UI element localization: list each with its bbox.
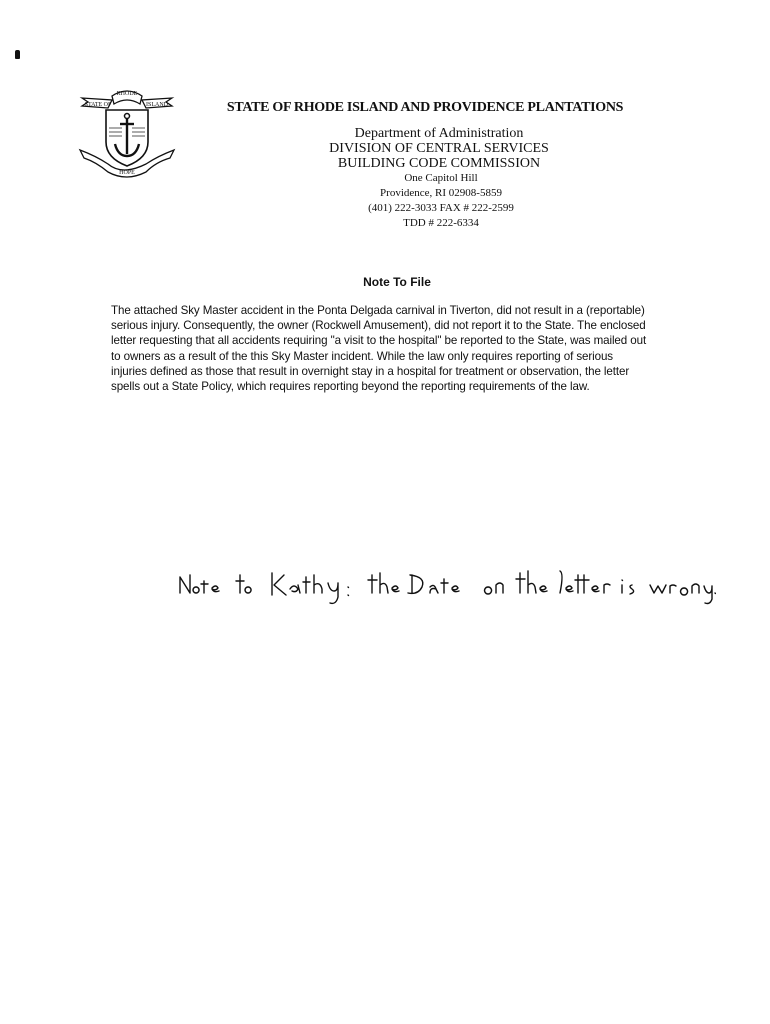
state-name: STATE OF RHODE ISLAND AND PROVIDENCE PLANTATIONS xyxy=(226,100,624,115)
seal-text-bottom: HOPE xyxy=(119,170,135,176)
seal-text-left: STATE OF xyxy=(84,102,112,108)
phone-fax: (401) 222-3033 FAX # 222-2599 xyxy=(368,202,514,214)
commission-name: BUILDING CODE COMMISSION xyxy=(337,156,541,171)
seal-text-top: RHODE xyxy=(116,91,138,97)
scan-speck xyxy=(15,50,20,59)
division-name: DIVISION OF CENTRAL SERVICES xyxy=(329,141,549,156)
department-name: Department of Administration xyxy=(354,126,524,141)
address-line-2: Providence, RI 02908-5859 xyxy=(380,187,502,199)
address-line-1: One Capitol Hill xyxy=(404,172,478,184)
tdd-number: TDD # 222-6334 xyxy=(403,217,479,229)
letterhead xyxy=(160,100,650,231)
note-body: The attached Sky Master accident in the Ponta Delgada carnival in Tiverton, did not result in a (reportable) serious injury. Consequently, the owner (Rockwell Amusement), did not report it to the State. The enclosed letter requesting that all accidents requiring "a visit to the hospital" be reported to the State, was mailed out to owners as a result of the this Sky Master incident. While the law only requires reporting of serious injuries defined as those that result in overnight stay in a hospital for treatment or observation, the letter spells out a State Policy, which requires reporting beyond the reporting requirements of the law. xyxy=(111,304,647,394)
seal-text-right: ISLAND xyxy=(146,102,168,108)
handwritten-note-signature xyxy=(176,567,716,607)
note-title: Note To File xyxy=(363,275,431,289)
